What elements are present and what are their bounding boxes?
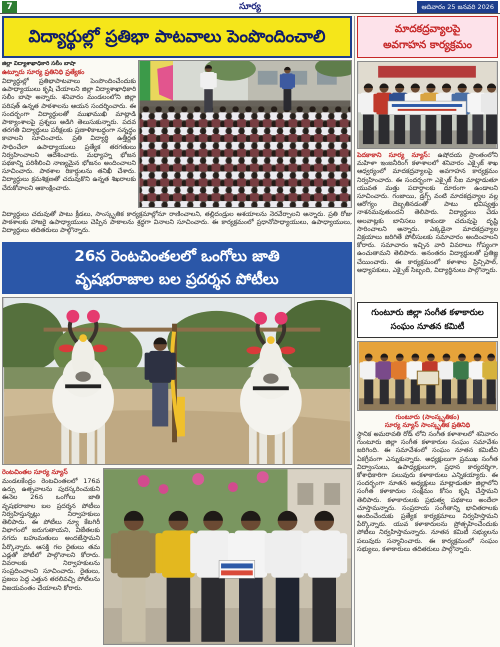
story1-byline: ఉట్నూరు సూర్య ప్రతినిధి ప్రత్యేకం: [2, 68, 85, 76]
story2-headline-line1: మాదకద్రవ్యాలపై: [394, 23, 461, 35]
school-visit-photo: [138, 60, 352, 208]
memento-frame: [417, 371, 438, 385]
story2-body-text: ఉషోదయ ప్రాంతంలోని మహిళా ఇంజనీరింగ్ కళాశాలలో శనివారం ఎక్సైజ్ శాఖ ఆధ్వర్యంలో మాదకద్రవ్యాలపై అవగాహన కార్యక్రమం నిర్వహించారు. ఈ సందర్భంగా ఎక్సైజ్ సీఐ మాట్లాడుతూ యువత మత్తు పదార్థాలకు దూరంగా ఉండాలని సూచించారు. గంజాయి, డ్రగ్స్ వంటి మాదకద్రవ్యాల వల్ల ఆరోగ్యం దెబ్బతినడంతో పాటు భవిష్యత్తు నాశనమవుతుందని తెలిపారు. విద్యార్థులు చెడు అలవాట్లకు బానిసలు కాకుండా చదువుపై దృష్టి సారించాలని అన్నారు. ఎక్కడైనా మాదకద్రవ్యాల విక్రయాలు జరిగితే పోలీసులకు సమాచారం అందించాలని కోరారు. సమాచారం ఇచ్చిన వారి వివరాలు గోప్యంగా ఉంచుతామని తెలిపారు. అనంతరం విద్యార్థులతో ప్రతిజ్ఞ చేయించారు. ఈ కార్యక్రమంలో కళాశాల ప్రిన్సిపాల్, అధ్యాపకులు, ఎక్సైజ్ సిబ్బంది, విద్యార్థినులు పాల్గొన్నారు.: [357, 151, 498, 274]
calendar: [219, 560, 255, 578]
story2-body: [357, 151, 498, 299]
story1-subcaption: జిల్లా విద్యాశాఖాధికారి సలీం బాషా: [2, 61, 76, 67]
story4-byline-line1: గుంటూరు (సాంస్కృతికం): [395, 413, 460, 421]
awareness-program-photo-image: [358, 62, 497, 148]
story1-headline: విద్యార్థుల్లో ప్రతిభా పాటవాలు పెంపొందించాలి: [2, 16, 352, 58]
column-divider: [354, 16, 355, 647]
bulls-photo: [2, 297, 352, 465]
music-association-photo-image: [358, 342, 497, 410]
calendar-release-photo-image: [104, 469, 351, 644]
story2-byline: పెదకాకాని సూర్య న్యూస్:: [357, 151, 438, 159]
story2-headline-line2: అవగాహన కార్యక్రమం: [383, 39, 472, 51]
story4-headline-line1: గుంటూరు జిల్లా సంగీత కళాకారుల: [371, 308, 484, 318]
story2-headline: [357, 16, 498, 58]
story1-body: విద్యార్థుల్లో ప్రతిభాపాటవాలు పెంపొందించేందుకు ఉపాధ్యాయులు కృషి చేయాలని జిల్లా విద్యాశాఖాధికారి సలీం బాషా అన్నారు. శనివారం మండలంలోని జిల్లా పరిషత్ ఉన్నత పాఠశాలను ఆయన సందర్శించారు. ఈ సందర్భంగా విద్యార్థులతో ముఖాముఖి మాట్లాడి పాఠ్యాంశాలపై ప్రశ్నలు అడిగి తెలుసుకున్నారు. పదవ తరగతి విద్యార్థులు పరీక్షలకు ప్రణాళికాబద్ధంగా సన్నద్ధం కావాలని సూచించారు. ప్రతి విద్యార్థి ఉత్తీర్ణత సాధించేలా ఉపాధ్యాయులు ప్రత్యేక తరగతులు నిర్వహించాలని ఆదేశించారు. మధ్యాహ్న భోజన పథకాన్ని పరిశీలించి నాణ్యమైన భోజనం అందించాలని సూచించారు. పాఠశాల రికార్డులను తనిఖీ చేశారు. విద్యార్థులు క్రమశిక్షణతో చదువుకొని ఉన్నత శిఖరాలకు చేరుకోవాలని ఆకాంక్షించారు.: [2, 77, 136, 192]
classroom-photo-image: [139, 61, 351, 207]
masthead-bar: [0, 0, 500, 14]
story4-headline: [357, 302, 498, 338]
story1-body-continued: విద్యార్థులు చదువుతో పాటు క్రీడలు, సాంస్కృతిక కార్యక్రమాల్లోనూ రాణించాలని, తల్లిదండ్రుల ఆశయాలను నెరవేర్చాలని అన్నారు. ప్రతి రోజు పాఠశాలకు హాజరై ఉపాధ్యాయులు చెప్పిన పాఠాలను శ్రద్ధగా వినాలని సూచించారు. ఈ కార్యక్రమంలో ప్రధానోపాధ్యాయులు, ఉపాధ్యాయులు, విద్యార్థులు తదితరులు పాల్గొన్నారు.: [2, 210, 352, 235]
story4-byline-line2: సూర్య న్యూస్ సాంస్కృతిక ప్రతినిధి: [384, 421, 471, 429]
story3-headline-line2: వృషభరాజాల బల ప్రదర్శన పోటీలు: [75, 270, 279, 288]
awareness-banner: [388, 101, 466, 115]
story3-headline-line1: 26న రెంటచింతలలో ఒంగోలు జాతి: [74, 247, 280, 265]
page-number: 7: [2, 1, 17, 13]
story3-headline: [2, 242, 352, 294]
story4-byline: [357, 413, 498, 430]
awareness-program-photo: [357, 61, 498, 149]
story4-body: స్థానిక అమరావతి రోడ్ లోని సంగీత కళాశాలలో శనివారం గుంటూరు జిల్లా సంగీత కళాకారుల సంఘం సమావేశం జరిగింది. ఈ సమావేశంలో సంఘం నూతన కమిటీని ఏకగ్రీవంగా ఎన్నుకున్నారు. అధ్యక్షులుగా ప్రముఖ సంగీత విద్వాంసులు, ఉపాధ్యక్షులుగా, ప్రధాన కార్యదర్శిగా, కోశాధికారిగా పలువురు కళాకారులు ఎన్నికయ్యారు. ఈ సందర్భంగా నూతన అధ్యక్షులు మాట్లాడుతూ జిల్లాలోని సంగీత కళాకారుల సంక్షేమం కోసం కృషి చేస్తామని తెలిపారు. కళాకారులకు ప్రభుత్వ పథకాలు అందేలా చూస్తామన్నారు. సంప్రదాయ సంగీతాన్ని భావితరాలకు అందించేందుకు ప్రత్యేక కార్యక్రమాలు నిర్వహిస్తామని పేర్కొన్నారు. యువ కళాకారులను ప్రోత్సహించేందుకు పోటీలు నిర్వహిస్తామన్నారు. నూతన కమిటీ సభ్యులను పలువురు సన్మానించారు. ఈ కార్యక్రమంలో సంఘం సభ్యులు, కళాకారులు తదితరులు పాల్గొన్నారు.: [357, 430, 498, 553]
calendar-release-photo: [103, 468, 352, 645]
issue-date: ఆదివారం 25 జనవరి 2026: [417, 1, 498, 13]
music-association-photo: [357, 341, 498, 411]
story4-headline-line2: సంఘం నూతన కమిటీ: [390, 322, 465, 332]
story3-body: మండలకేంద్రం రెంటచింతలలో 176వ ఉర్సు ఉత్సవాలను పురస్కరించుకుని ఈనెల 26న ఒంగోలు జాతి వృషభరాజాల బల ప్రదర్శన పోటీలు నిర్వహిస్తున్నట్లు నిర్వాహకులు తెలిపారు. ఈ పోటీలు న్యూ కేటగిరీ విభాగంలో జరుగుతాయని, విజేతలకు నగదు బహుమతులు అందజేస్తామని పేర్కొన్నారు. ఆసక్తి గల రైతులు తమ ఎడ్లతో పోటీలో పాల్గొనాలని కోరారు. వివరాలకు నిర్వాహకులను సంప్రదించాలని సూచించారు. రైతులు, ప్రజలు పెద్ద ఎత్తున తరలివచ్చి పోటీలను విజయవంతం చేయాలని కోరారు.: [2, 477, 100, 592]
bulls-photo-image: [3, 298, 351, 464]
story3-byline: రెంటచింతల సూర్య న్యూస్: [2, 468, 68, 476]
paper-name: సూర్య: [239, 2, 261, 12]
